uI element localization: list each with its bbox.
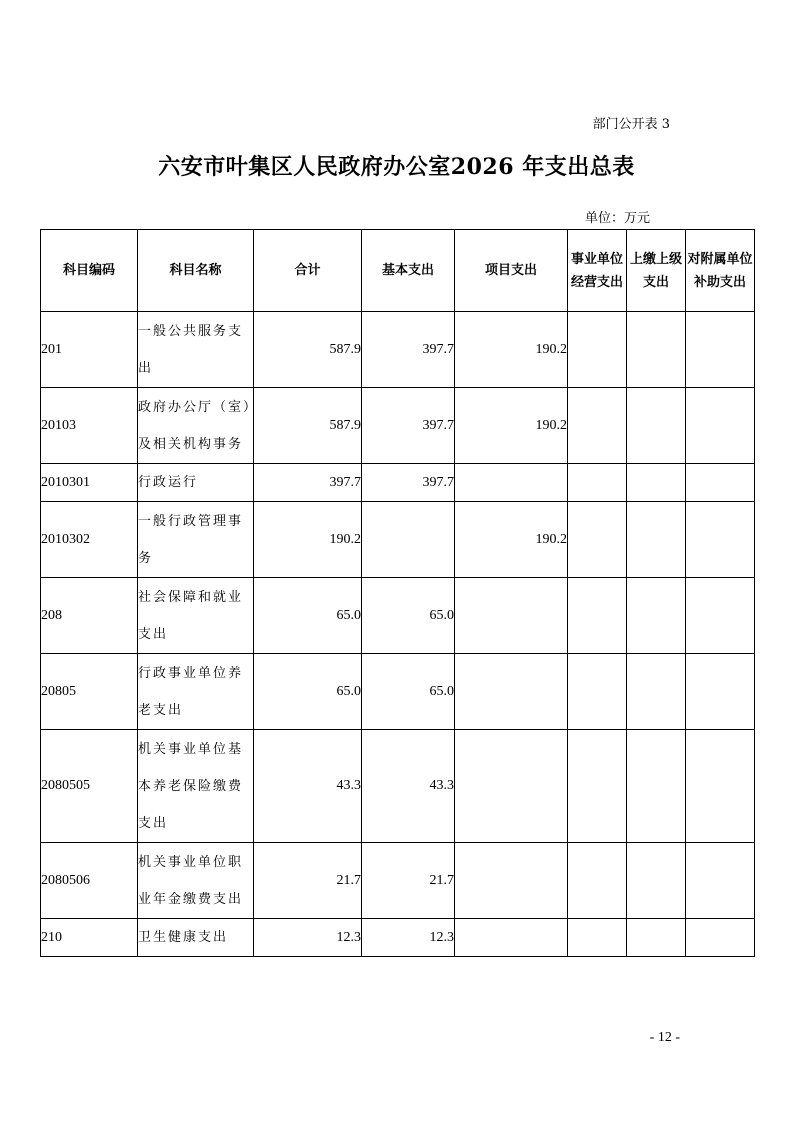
cell-project [455, 843, 568, 919]
cell-business [568, 919, 627, 957]
cell-subsidy [686, 843, 755, 919]
cell-remit [627, 312, 686, 388]
table-row [41, 388, 755, 464]
cell-name: 行政运行 [138, 464, 254, 502]
cell-subsidy [686, 502, 755, 578]
cell-basic: 397.7 [362, 312, 455, 388]
cell-project [455, 654, 568, 730]
cell-remit [627, 502, 686, 578]
cell-basic: 397.7 [362, 464, 455, 502]
column-header-business: 事业单位经营支出 [568, 230, 627, 312]
cell-subsidy [686, 464, 755, 502]
cell-business [568, 730, 627, 843]
table-row [41, 578, 755, 654]
unit-label: 单位：万元 [584, 211, 650, 226]
cell-code: 2080506 [41, 843, 138, 919]
cell-code: 2080505 [41, 730, 138, 843]
column-header-remit: 上缴上级支出 [627, 230, 686, 312]
cell-total: 587.9 [254, 312, 362, 388]
page-number: - 12 - [649, 1030, 680, 1045]
cell-remit [627, 730, 686, 843]
cell-business [568, 654, 627, 730]
cell-name: 一般公共服务支出 [138, 312, 254, 388]
cell-name: 行政事业单位养老支出 [138, 654, 254, 730]
cell-basic: 397.7 [362, 388, 455, 464]
cell-remit [627, 388, 686, 464]
cell-name: 机关事业单位基本养老保险缴费支出 [138, 730, 254, 843]
table-row [41, 312, 755, 388]
table-row [41, 654, 755, 730]
cell-project: 190.2 [455, 388, 568, 464]
cell-code: 2010301 [41, 464, 138, 502]
column-header-code: 科目编码 [41, 230, 138, 312]
cell-remit [627, 919, 686, 957]
cell-name: 政府办公厅（室）及相关机构事务 [138, 388, 254, 464]
cell-subsidy [686, 654, 755, 730]
table-row [41, 464, 755, 502]
cell-business [568, 388, 627, 464]
cell-business [568, 502, 627, 578]
cell-project [455, 919, 568, 957]
cell-code: 201 [41, 312, 138, 388]
cell-name: 一般行政管理事务 [138, 502, 254, 578]
table-header-row [41, 230, 755, 312]
cell-project: 190.2 [455, 502, 568, 578]
cell-total: 21.7 [254, 843, 362, 919]
cell-total: 397.7 [254, 464, 362, 502]
table-row [41, 502, 755, 578]
table-number: 部门公开表 3 [592, 117, 670, 132]
cell-basic: 43.3 [362, 730, 455, 843]
cell-subsidy [686, 578, 755, 654]
cell-basic: 65.0 [362, 654, 455, 730]
cell-remit [627, 654, 686, 730]
cell-subsidy [686, 730, 755, 843]
page-title: 六安市叶集区人民政府办公室2026 年支出总表 [158, 154, 635, 180]
cell-total: 43.3 [254, 730, 362, 843]
cell-project [455, 578, 568, 654]
table-row [41, 919, 755, 957]
cell-code: 208 [41, 578, 138, 654]
cell-basic [362, 502, 455, 578]
cell-project [455, 730, 568, 843]
cell-code: 20805 [41, 654, 138, 730]
column-header-subsidy: 对附属单位补助支出 [686, 230, 755, 312]
expenditure-table [40, 229, 755, 957]
cell-remit [627, 843, 686, 919]
cell-subsidy [686, 312, 755, 388]
column-header-name: 科目名称 [138, 230, 254, 312]
cell-name: 卫生健康支出 [138, 919, 254, 957]
cell-name: 社会保障和就业支出 [138, 578, 254, 654]
column-header-total: 合计 [254, 230, 362, 312]
cell-basic: 21.7 [362, 843, 455, 919]
cell-total: 12.3 [254, 919, 362, 957]
cell-business [568, 843, 627, 919]
cell-basic: 12.3 [362, 919, 455, 957]
cell-business [568, 312, 627, 388]
cell-project [455, 464, 568, 502]
cell-total: 65.0 [254, 654, 362, 730]
cell-code: 210 [41, 919, 138, 957]
cell-basic: 65.0 [362, 578, 455, 654]
cell-remit [627, 464, 686, 502]
cell-name: 机关事业单位职业年金缴费支出 [138, 843, 254, 919]
column-header-basic: 基本支出 [362, 230, 455, 312]
cell-total: 587.9 [254, 388, 362, 464]
cell-business [568, 464, 627, 502]
cell-subsidy [686, 919, 755, 957]
column-header-project: 项目支出 [455, 230, 568, 312]
cell-business [568, 578, 627, 654]
table-row [41, 730, 755, 843]
cell-project: 190.2 [455, 312, 568, 388]
cell-remit [627, 578, 686, 654]
cell-total: 65.0 [254, 578, 362, 654]
cell-subsidy [686, 388, 755, 464]
table-row [41, 843, 755, 919]
cell-total: 190.2 [254, 502, 362, 578]
cell-code: 20103 [41, 388, 138, 464]
cell-code: 2010302 [41, 502, 138, 578]
